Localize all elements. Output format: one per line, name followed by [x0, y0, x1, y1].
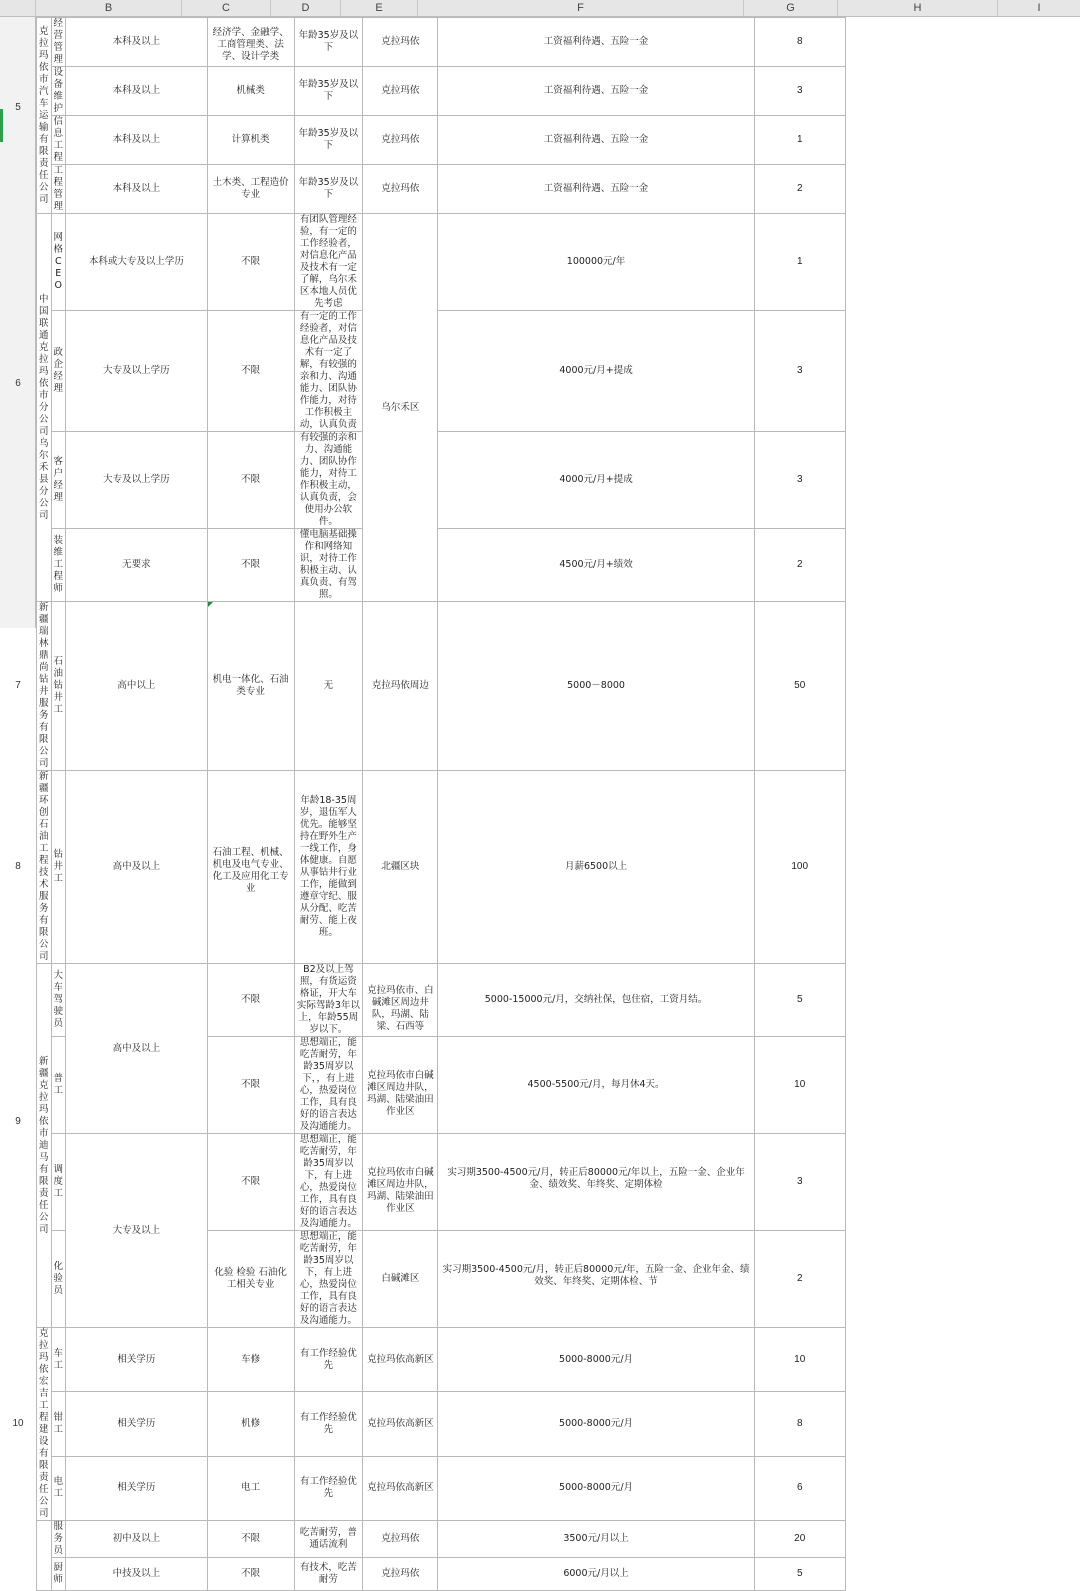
company-cell[interactable]: 克拉玛依市汽车运输有限责任公司 — [37, 18, 52, 214]
headcount-cell[interactable]: 1 — [754, 116, 845, 165]
column-header-bar — [0, 0, 1080, 17]
salary-cell[interactable]: 月薪6500以上 — [438, 771, 754, 964]
position-cell[interactable]: 厨师 — [51, 1558, 66, 1591]
table-row — [37, 771, 1080, 964]
salary-cell[interactable]: 4000元/月+提成 — [438, 311, 754, 432]
salary-text: 实习期3500-4500元/月，转正后80000元/年，五险一金、企业年金、绩效奖、年终奖、定期体检、节 — [442, 1264, 750, 1287]
education-cell[interactable]: 相关学历 — [66, 1392, 208, 1456]
requirement-cell[interactable]: 懂电脑基础操作和网络知识，对待工作积极主动、认真负责、有驾照。 — [294, 529, 363, 602]
position-cell[interactable]: 工程管理 — [51, 165, 66, 214]
location-cell[interactable]: 克拉玛依 — [363, 165, 438, 214]
job-table — [36, 17, 1080, 1591]
major-cell[interactable]: 机械类 — [207, 67, 294, 116]
table-row — [37, 432, 1080, 529]
headcount-cell[interactable]: 10 — [754, 1037, 845, 1134]
position-cell[interactable]: 化验员 — [51, 1231, 66, 1328]
major-cell[interactable]: 机修 — [207, 1392, 294, 1456]
column-header-g[interactable]: G — [744, 0, 838, 16]
company-cell[interactable]: 新疆克拉玛依市迪马有限责任公司 — [37, 964, 52, 1328]
location-cell[interactable] — [363, 1134, 438, 1231]
location-cell[interactable]: 克拉玛依 — [363, 1558, 438, 1591]
requirement-cell[interactable]: 思想端正，能吃苦耐劳，年龄35周岁以下，有上进心，热爱岗位工作，具有良好的语言表达及沟通能力。 — [294, 1134, 363, 1231]
location-text: 克拉玛依市白碱滩区周边井队，玛湖、陆梁油田作业区 — [367, 1070, 434, 1117]
table-row — [37, 18, 1080, 67]
row-selection-marker — [0, 109, 3, 142]
major-cell[interactable]: 不限 — [207, 1037, 294, 1134]
headcount-cell[interactable]: 3 — [754, 311, 845, 432]
education-cell[interactable]: 大专及以上学历 — [66, 432, 208, 529]
headcount-cell[interactable]: 6 — [754, 1456, 845, 1520]
major-cell[interactable] — [207, 18, 294, 67]
requirement-cell[interactable]: 年龄35岁及以下 — [294, 116, 363, 165]
education-cell[interactable]: 相关学历 — [66, 1328, 208, 1392]
location-cell[interactable]: 克拉玛依 — [363, 116, 438, 165]
headcount-cell[interactable]: 100 — [754, 771, 845, 964]
column-header-e[interactable]: E — [341, 0, 418, 16]
requirement-cell[interactable]: 有技术，吃苦耐劳 — [294, 1558, 363, 1591]
location-cell[interactable]: 乌尔禾区 — [363, 214, 438, 602]
location-cell[interactable]: 克拉玛依高新区 — [363, 1456, 438, 1520]
position-cell[interactable]: 装维工程师 — [51, 529, 66, 602]
salary-cell[interactable]: 工资福利待遇、五险一金 — [438, 18, 754, 67]
education-cell[interactable]: 高中以上 — [66, 602, 208, 771]
requirement-cell[interactable]: 思想端正，能吃苦耐劳，年龄35周岁以下，有上进心，热爱岗位工作，具有良好的语言表达及沟通能力。 — [294, 1231, 363, 1328]
location-cell[interactable] — [363, 964, 438, 1037]
requirement-cell[interactable]: 有工作经验优先 — [294, 1392, 363, 1456]
row-header-strip — [0, 17, 36, 1429]
position-cell[interactable]: 车工 — [51, 1328, 66, 1392]
salary-cell[interactable]: 工资福利待遇、五险一金 — [438, 165, 754, 214]
requirement-cell[interactable]: 吃苦耐劳，普通话流利 — [294, 1521, 363, 1558]
major-cell[interactable]: 电工 — [207, 1456, 294, 1520]
education-cell[interactable]: 无要求 — [66, 529, 208, 602]
table-row — [37, 964, 1080, 1037]
location-cell[interactable]: 克拉玛依 — [363, 67, 438, 116]
position-cell[interactable]: 石油钻井工 — [51, 602, 66, 771]
salary-cell[interactable]: 工资福利待遇、五险一金 — [438, 116, 754, 165]
company-cell[interactable]: 新疆环创石油工程技术服务有限公司 — [37, 771, 52, 964]
position-cell[interactable]: 设备维护 — [51, 67, 66, 116]
salary-cell[interactable]: 4500元/月+绩效 — [438, 529, 754, 602]
major-cell[interactable]: 土木类、工程造价专业 — [207, 165, 294, 214]
table-row — [37, 1392, 1080, 1456]
major-cell[interactable]: 不限 — [207, 1558, 294, 1591]
row-group-label: 9 — [15, 1115, 21, 1127]
education-cell[interactable]: 本科及以上 — [66, 18, 208, 67]
major-cell[interactable] — [207, 771, 294, 964]
company-cell[interactable]: 中国联通克拉玛依市分公司乌尔禾县分公司 — [37, 214, 52, 602]
salary-cell[interactable]: 5000-8000元/月 — [438, 1456, 754, 1520]
salary-cell[interactable]: 5000-8000元/月 — [438, 1328, 754, 1392]
major-cell[interactable]: 化验 检验 石油化工相关专业 — [207, 1231, 294, 1328]
location-cell[interactable]: 克拉玛依周边 — [363, 602, 438, 771]
position-cell[interactable]: 普工 — [51, 1037, 66, 1134]
education-cell[interactable]: 相关学历 — [66, 1456, 208, 1520]
location-cell[interactable]: 北疆区块 — [363, 771, 438, 964]
column-header-b[interactable]: B — [36, 0, 182, 16]
requirement-cell[interactable]: 有工作经验优先 — [294, 1456, 363, 1520]
salary-cell[interactable]: 5000-15000元/月，交纳社保，包住宿，工资月结。 — [438, 964, 754, 1037]
location-cell[interactable]: 白碱滩区 — [363, 1231, 438, 1328]
major-cell[interactable]: 不限 — [207, 311, 294, 432]
company-cell[interactable]: 克拉玛依宏吉工程建设有限责任公司 — [37, 1328, 52, 1521]
education-cell[interactable]: 本科或大专及以上学历 — [66, 214, 208, 311]
major-text: 石油工程、机械、机电及电气专业、化工及应用化工专业 — [212, 847, 289, 894]
requirement-cell[interactable]: 有较强的亲和力、沟通能力、团队协作能力，对待工作积极主动，认真负责，会使用办公软件。 — [294, 432, 363, 529]
location-cell[interactable]: 克拉玛依 — [363, 18, 438, 67]
major-cell[interactable]: 不限 — [207, 1134, 294, 1231]
salary-cell[interactable]: 5000－8000 — [438, 602, 754, 771]
education-cell[interactable]: 高中及以上 — [66, 771, 208, 964]
position-cell[interactable]: 电工 — [51, 1456, 66, 1520]
major-cell[interactable]: 计算机类 — [207, 116, 294, 165]
major-cell[interactable]: 不限 — [207, 214, 294, 311]
education-cell[interactable]: 本科及以上 — [66, 116, 208, 165]
row-group-label: 5 — [15, 102, 21, 113]
requirement-cell[interactable]: 无 — [294, 602, 363, 771]
table-row — [37, 67, 1080, 116]
row-group-label: 10 — [12, 1418, 24, 1429]
requirement-cell[interactable]: 有团队管理经验，有一定的工作经验者，对信息化产品及技术有一定了解，乌尔禾区本地人员优先考虑 — [294, 214, 363, 311]
headcount-cell[interactable]: 3 — [754, 432, 845, 529]
location-cell[interactable] — [363, 1037, 438, 1134]
column-header-d[interactable]: D — [271, 0, 341, 16]
location-text: 克拉玛依市白碱滩区周边井队，玛湖、陆梁油田作业区 — [367, 1167, 434, 1214]
headcount-cell[interactable]: 3 — [754, 67, 845, 116]
table-row — [37, 165, 1080, 214]
location-cell[interactable]: 克拉玛依 — [363, 1521, 438, 1558]
headcount-cell[interactable]: 8 — [754, 1392, 845, 1456]
headcount-cell[interactable]: 20 — [754, 1521, 845, 1558]
row-group-label: 6 — [15, 377, 21, 389]
requirement-cell[interactable]: 年龄35岁及以下 — [294, 165, 363, 214]
row-group-label: 8 — [15, 861, 21, 872]
major-cell[interactable]: 车修 — [207, 1328, 294, 1392]
major-cell[interactable]: 不限 — [207, 432, 294, 529]
table-row — [37, 602, 1080, 771]
position-cell[interactable]: 网格CEO — [51, 214, 66, 311]
position-cell[interactable]: 钳工 — [51, 1392, 66, 1456]
major-cell[interactable]: 不限 — [207, 964, 294, 1037]
table-row — [37, 1521, 1080, 1558]
position-cell[interactable]: 服务员 — [51, 1521, 66, 1558]
table-row — [37, 1134, 1080, 1231]
table-row — [37, 214, 1080, 311]
table-row — [37, 1456, 1080, 1520]
requirement-cell[interactable]: B2及以上驾照，有货运资格证，开大车实际驾龄3年以上，年龄55周岁以下。 — [294, 964, 363, 1037]
table-row — [37, 1558, 1080, 1591]
table-row — [37, 1328, 1080, 1392]
location-cell[interactable]: 克拉玛依高新区 — [363, 1328, 438, 1392]
salary-text: 实习期3500-4500元/月，转正后80000元/年以上，五险一金、企业年金、绩效奖、年终奖、定期体检 — [447, 1167, 745, 1190]
salary-cell[interactable]: 100000元/年 — [438, 214, 754, 311]
headcount-cell[interactable]: 50 — [754, 602, 845, 771]
column-header-i[interactable]: I — [1037, 2, 1041, 14]
major-cell[interactable]: 不限 — [207, 1521, 294, 1558]
major-cell[interactable]: 机电一体化、石油类专业 — [207, 602, 294, 771]
position-cell[interactable]: 钻井工 — [51, 771, 66, 964]
headcount-cell[interactable]: 5 — [754, 964, 845, 1037]
company-cell[interactable]: 新疆瑞林鼎尚钻井服务有限公司 — [37, 602, 52, 771]
education-cell[interactable]: 高中及以上 — [66, 964, 208, 1134]
salary-cell[interactable]: 3500元/月以上 — [438, 1521, 754, 1558]
education-cell[interactable]: 初中及以上 — [66, 1521, 208, 1558]
headcount-cell[interactable]: 2 — [754, 1231, 845, 1328]
education-cell[interactable]: 本科及以上 — [66, 165, 208, 214]
location-cell[interactable]: 克拉玛依高新区 — [363, 1392, 438, 1456]
education-cell[interactable]: 中技及以上 — [66, 1558, 208, 1591]
position-cell[interactable]: 调度工 — [51, 1134, 66, 1231]
headcount-cell[interactable]: 2 — [754, 529, 845, 602]
position-cell[interactable]: 大车驾驶员 — [51, 964, 66, 1037]
table-row — [37, 529, 1080, 602]
position-cell[interactable]: 客户经理 — [51, 432, 66, 529]
requirement-cell[interactable]: 年龄35岁及以下 — [294, 67, 363, 116]
column-header-c[interactable]: C — [182, 0, 271, 16]
salary-cell[interactable]: 4500-5500元/月，每月休4天。 — [438, 1037, 754, 1134]
education-cell[interactable]: 大专及以上 — [66, 1134, 208, 1328]
requirement-cell[interactable]: 年龄18-35周岁，退伍军人优先。能够坚持在野外生产一线工作，身体健康。自愿从事钻井行业工作，能做到遵章守纪、服从分配、吃苦耐劳、能上夜班。 — [294, 771, 363, 964]
major-cell[interactable]: 不限 — [207, 529, 294, 602]
salary-cell[interactable] — [438, 1231, 754, 1328]
salary-cell[interactable] — [438, 1134, 754, 1231]
requirement-cell[interactable]: 有一定的工作经验者，对信息化产品及技术有一定了解，有较强的亲和力、沟通能力、团队协作能力，对待工作积极主动，认真负责 — [294, 311, 363, 432]
salary-cell[interactable]: 6000元/月以上 — [438, 1558, 754, 1591]
headcount-cell[interactable]: 1 — [754, 214, 845, 311]
headcount-cell[interactable]: 3 — [754, 1134, 845, 1231]
column-header-f[interactable]: F — [418, 0, 744, 16]
requirement-cell[interactable]: 年龄35岁及以下 — [294, 18, 363, 67]
table-row — [37, 116, 1080, 165]
table-row — [37, 311, 1080, 432]
education-cell[interactable]: 大专及以上学历 — [66, 311, 208, 432]
salary-cell[interactable]: 5000-8000元/月 — [438, 1392, 754, 1456]
position-cell[interactable]: 经营管理 — [51, 18, 66, 67]
headcount-cell[interactable]: 8 — [754, 18, 845, 67]
select-all-corner[interactable] — [0, 0, 36, 16]
location-text: 克拉玛依市、白碱滩区周边井队，玛湖、陆梁、石西等 — [367, 985, 434, 1032]
salary-cell[interactable]: 工资福利待遇、五险一金 — [438, 67, 754, 116]
major-text: 经济学、金融学、工商管理类、法学、设计学类 — [212, 27, 289, 62]
position-cell[interactable]: 政企经理 — [51, 311, 66, 432]
headcount-cell[interactable]: 10 — [754, 1328, 845, 1392]
row-group-label: 7 — [15, 680, 21, 691]
requirement-cell[interactable]: 有工作经验优先 — [294, 1328, 363, 1392]
company-cell[interactable] — [37, 1521, 52, 1591]
column-header-h[interactable]: H — [838, 0, 998, 16]
salary-cell[interactable]: 4000元/月+提成 — [438, 432, 754, 529]
headcount-cell[interactable]: 2 — [754, 165, 845, 214]
headcount-cell[interactable]: 5 — [754, 1558, 845, 1591]
education-cell[interactable]: 本科及以上 — [66, 67, 208, 116]
requirement-cell[interactable]: 思想端正，能吃苦耐劳，年龄35周岁以下，，有上进心，热爱岗位工作，具有良好的语言表达及沟通能力。 — [294, 1037, 363, 1134]
position-cell[interactable]: 信息工程 — [51, 116, 66, 165]
